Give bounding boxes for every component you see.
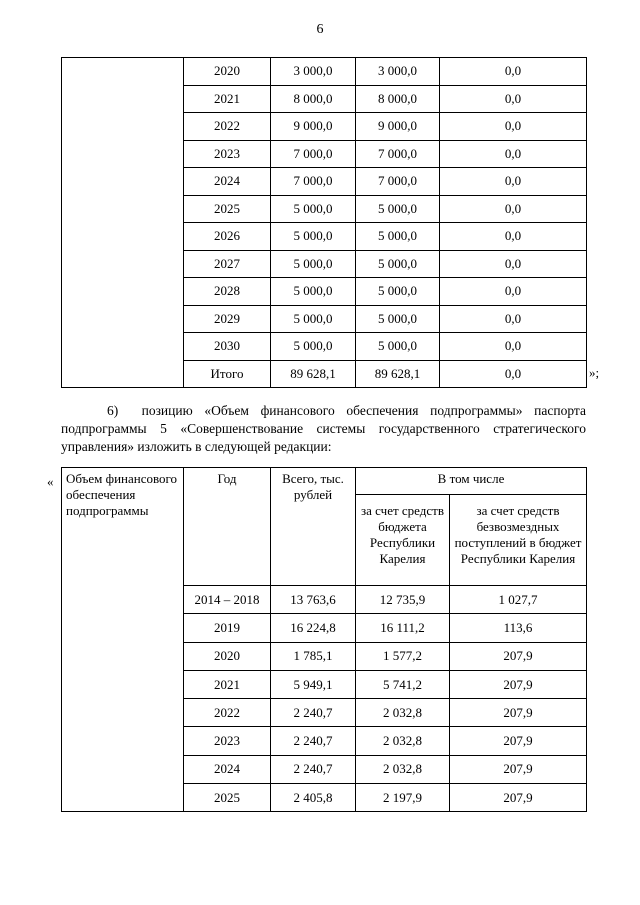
table-cell: 0,0: [440, 250, 587, 278]
table-cell: 1 577,2: [356, 642, 450, 670]
amendment-paragraph: 6) позицию «Объем финансового обеспечения подпрограммы» паспорта подпрограммы 5 «Совершенствование системы государственного стратегического управления» изложить в следующей редакции:: [61, 403, 586, 454]
table-cell: 2 240,7: [271, 727, 356, 755]
table-cell: 2025: [184, 784, 271, 812]
table-cell: 2022: [184, 113, 271, 141]
table-cell: 2027: [184, 250, 271, 278]
table-cell: 207,9: [450, 670, 587, 698]
table-cell: 0,0: [440, 140, 587, 168]
table-cell: 7 000,0: [271, 140, 356, 168]
table-cell: 5 000,0: [271, 305, 356, 333]
table-cell: 2022: [184, 699, 271, 727]
header-total: Всего, тыс. рублей: [271, 468, 356, 586]
table-cell: 0,0: [440, 305, 587, 333]
table-cell: 2026: [184, 223, 271, 251]
table-cell: 1 785,1: [271, 642, 356, 670]
page-number: 6: [316, 22, 324, 37]
table-cell: 16 224,8: [271, 614, 356, 642]
table-cell: 9 000,0: [271, 113, 356, 141]
table-cell: Итого: [184, 360, 271, 388]
table-cell: 207,9: [450, 727, 587, 755]
table-cell: 207,9: [450, 784, 587, 812]
table-cell: 2019: [184, 614, 271, 642]
financing-table-continued: [61, 57, 587, 388]
table-cell: 16 111,2: [356, 614, 450, 642]
table-cell: 2030: [184, 333, 271, 361]
table-cell: 2025: [184, 195, 271, 223]
table-cell: 5 000,0: [271, 278, 356, 306]
table-cell: 89 628,1: [356, 360, 440, 388]
table-cell: 12 735,9: [356, 586, 450, 614]
table-cell: 5 000,0: [356, 250, 440, 278]
table-cell: 8 000,0: [356, 85, 440, 113]
row-label-cell: [62, 58, 184, 388]
table-cell: 2 032,8: [356, 755, 450, 783]
table-cell: 0,0: [440, 360, 587, 388]
header-including: В том числе: [356, 468, 587, 495]
table-cell: 5 000,0: [271, 250, 356, 278]
table-cell: 5 000,0: [356, 278, 440, 306]
table-cell: 2 197,9: [356, 784, 450, 812]
table-cell: 5 000,0: [271, 195, 356, 223]
table-cell: 207,9: [450, 755, 587, 783]
table-cell: 2023: [184, 727, 271, 755]
table-cell: 2 405,8: [271, 784, 356, 812]
table-cell: 2021: [184, 670, 271, 698]
header-grants: за счет средств безвозмездных поступлений в бюджет Республики Карелия: [450, 495, 587, 586]
closing-quote: »;: [589, 365, 600, 380]
table-row: [62, 58, 587, 86]
table-cell: 0,0: [440, 58, 587, 86]
table-cell: 9 000,0: [356, 113, 440, 141]
table-cell: 2028: [184, 278, 271, 306]
table-cell: 207,9: [450, 642, 587, 670]
table-cell: 5 000,0: [356, 305, 440, 333]
table-cell: 5 000,0: [356, 195, 440, 223]
table-cell: 2023: [184, 140, 271, 168]
table-cell: 5 741,2: [356, 670, 450, 698]
table-cell: 2014 – 2018: [184, 586, 271, 614]
table-cell: 2 240,7: [271, 755, 356, 783]
table-cell: 3 000,0: [271, 58, 356, 86]
table-cell: 0,0: [440, 278, 587, 306]
table-cell: 2 240,7: [271, 699, 356, 727]
table-cell: 8 000,0: [271, 85, 356, 113]
table-cell: 2021: [184, 85, 271, 113]
table-cell: 2029: [184, 305, 271, 333]
table-cell: 7 000,0: [271, 168, 356, 196]
table-cell: 7 000,0: [356, 140, 440, 168]
table-cell: 5 949,1: [271, 670, 356, 698]
table-cell: 2020: [184, 642, 271, 670]
header-year: Год: [184, 468, 271, 586]
table-cell: 207,9: [450, 699, 587, 727]
table-cell: 0,0: [440, 113, 587, 141]
table-cell: 0,0: [440, 85, 587, 113]
table-cell: 0,0: [440, 168, 587, 196]
table-cell: 89 628,1: [271, 360, 356, 388]
table-cell: 2 032,8: [356, 727, 450, 755]
table-cell: 7 000,0: [356, 168, 440, 196]
table-cell: 2024: [184, 168, 271, 196]
table-cell: 0,0: [440, 333, 587, 361]
table-cell: 5 000,0: [271, 333, 356, 361]
table-cell: 5 000,0: [271, 223, 356, 251]
table-cell: 3 000,0: [356, 58, 440, 86]
table-cell: 113,6: [450, 614, 587, 642]
table-cell: 2020: [184, 58, 271, 86]
table-cell: 0,0: [440, 195, 587, 223]
header-budget: за счет средств бюджета Республики Карелия: [356, 495, 450, 586]
table-cell: 5 000,0: [356, 223, 440, 251]
table-cell: 2024: [184, 755, 271, 783]
subprogram-financing-table: [61, 467, 587, 812]
table-cell: 0,0: [440, 223, 587, 251]
table-cell: 2 032,8: [356, 699, 450, 727]
row-label: Объем финансового обеспечения подпрограммы: [62, 468, 184, 812]
table-cell: 1 027,7: [450, 586, 587, 614]
table-cell: 13 763,6: [271, 586, 356, 614]
opening-quote: «: [47, 474, 54, 489]
table-cell: 5 000,0: [356, 333, 440, 361]
